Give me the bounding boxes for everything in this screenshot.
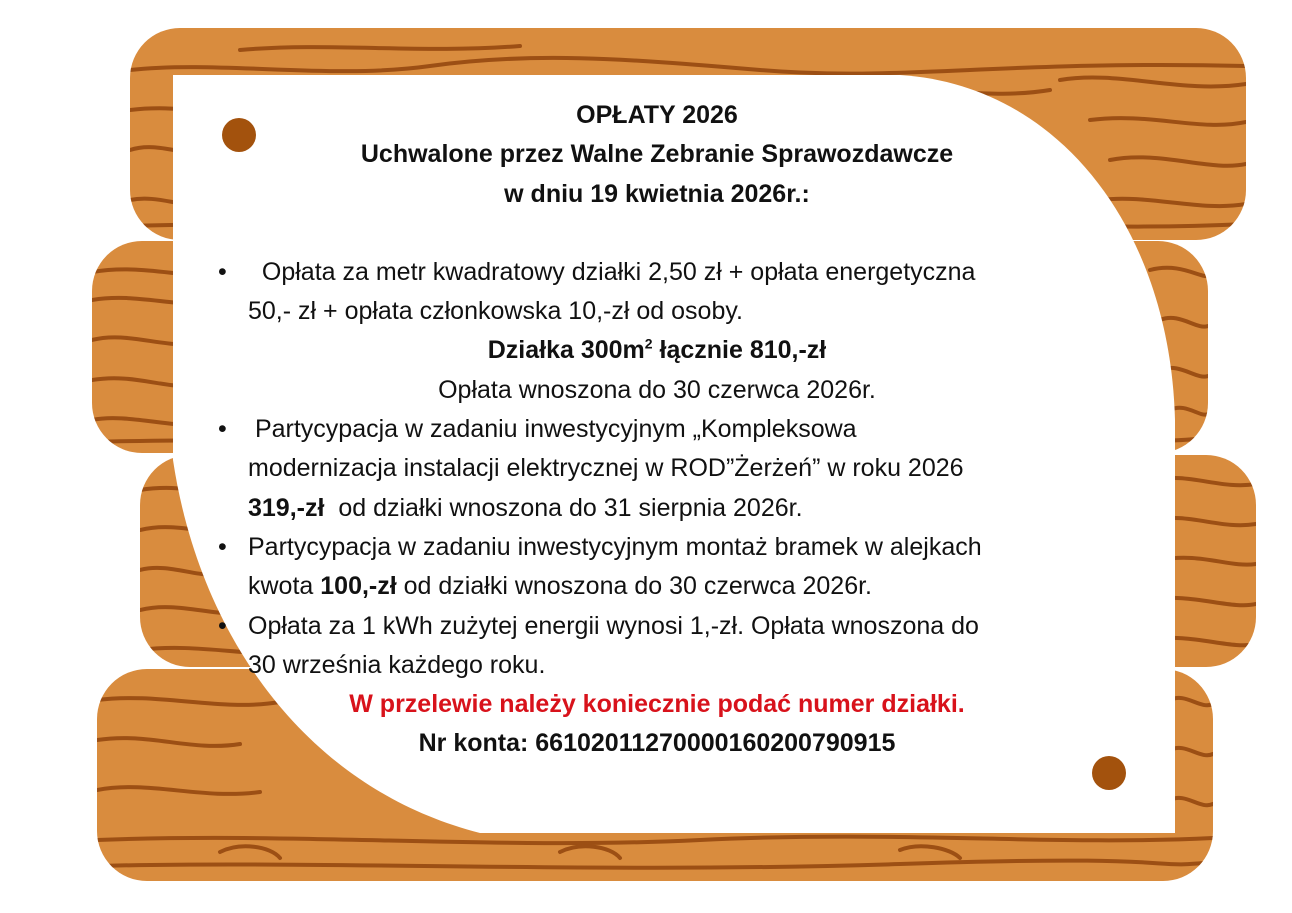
- notice-subtitle-line1: Uchwalone przez Walne Zebranie Sprawozdawcze: [360, 140, 954, 169]
- fees-notice: [200, 96, 1114, 764]
- bullet: •: [218, 257, 227, 286]
- bullet: •: [218, 611, 227, 640]
- bullet: •: [218, 532, 227, 561]
- plot-total: Działka $300m^2$ łącznie 810,-zł: [487, 336, 827, 365]
- fees-list: [200, 253, 1114, 332]
- bullet: •: [218, 415, 227, 444]
- notice-subtitle-line2: w dniu 19 kwietnia 2026r.:: [504, 179, 810, 208]
- list-item-energy-fee: • Opłata za 1 kWh zużytej energii wynosi 1,-zł. Opłata wnoszona do 30 września każdego roku.: [248, 607, 1114, 686]
- bank-account-number: Nr konta: 66102011270000160200790915: [418, 729, 896, 758]
- transfer-warning: W przelewie należy koniecznie podać numer działki.: [349, 690, 965, 719]
- fees-list-continued: [200, 410, 1114, 685]
- spacer: [200, 214, 1114, 253]
- payment-due: Opłata wnoszona do 30 czerwca 2026r.: [438, 375, 876, 404]
- list-item-electrical-investment: • Partycypacja w zadaniu inwestycyjnym „Kompleksowa modernizacja instalacji elektrycznej w ROD”Żerżeń” w roku 2026 319,-zł od działki wnoszona do 31 sierpnia 2026r.: [248, 410, 1114, 528]
- notice-title: OPŁATY 2026: [576, 101, 738, 129]
- list-item-membership-fee: • Opłata za metr kwadratowy działki 2,50 zł + opłata energetyczna 50,- zł + opłata członkowska 10,-zł od osoby.: [248, 253, 1114, 332]
- list-item-gates-investment: • Partycypacja w zadaniu inwestycyjnym montaż bramek w alejkach kwota 100,-zł od działki wnoszona do 30 czerwca 2026r.: [248, 528, 1114, 607]
